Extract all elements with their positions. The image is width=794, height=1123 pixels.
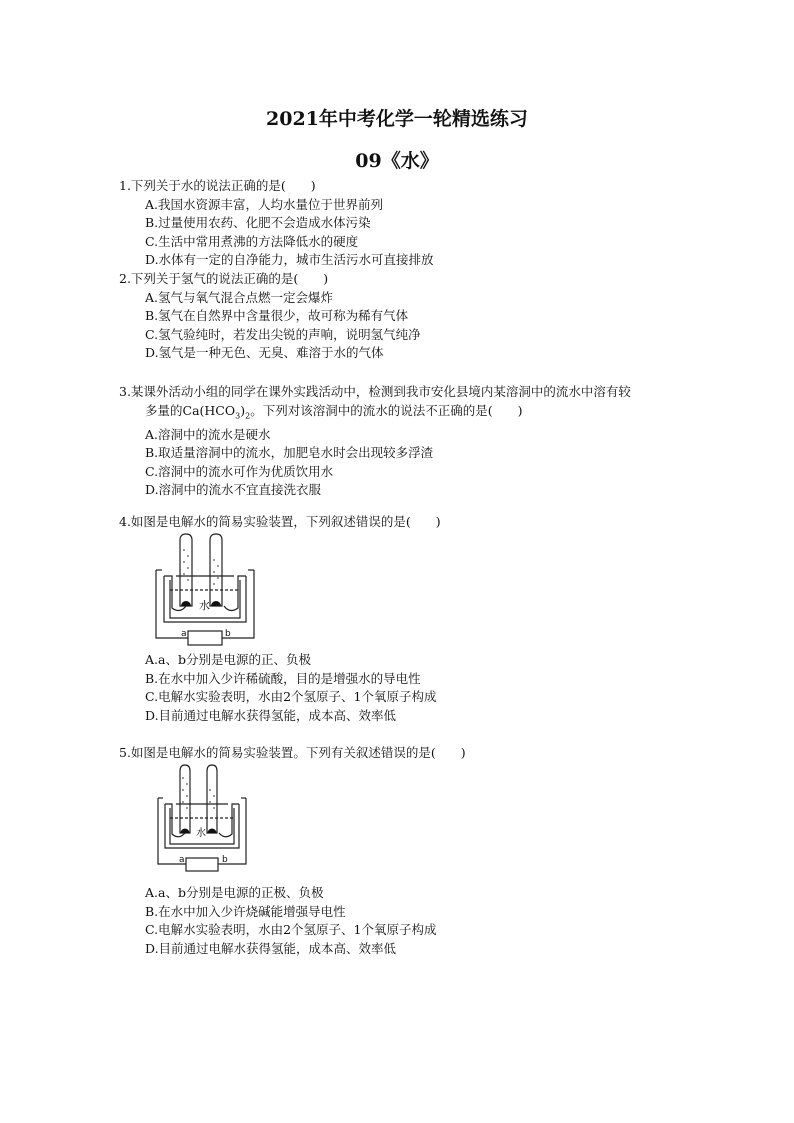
stem-text: 。下列对该溶洞中的流水的说法不正确的是( ) — [250, 402, 523, 418]
question-stem-continued — [119, 402, 631, 426]
terminal-b-label: b — [225, 629, 231, 639]
option-a: A.a、b分别是电源的正、负极 — [145, 652, 311, 667]
question-stem: 1.下列关于水的说法正确的是( ) — [119, 178, 316, 193]
option-d: D.水体有一定的自净能力，城市生活污水可直接排放 — [145, 252, 434, 267]
option-d: D.溶洞中的流水不宜直接洗衣服 — [145, 482, 322, 497]
option-a: A.氢气与氧气混合点燃一定会爆炸 — [145, 289, 334, 305]
question-5 — [119, 744, 466, 763]
question-5-options — [119, 884, 437, 958]
water-label: 水 — [196, 828, 206, 839]
question-4 — [119, 513, 441, 532]
terminal-a-label: a — [179, 855, 185, 865]
option-c: C.生活中常用煮沸的方法降低水的硬度 — [145, 233, 359, 249]
option-b: B.在水中加入少许稀硫酸，目的是增强水的导电性 — [145, 670, 421, 686]
question-3 — [119, 383, 631, 500]
subscript: 3 — [235, 411, 241, 420]
option-c: C.电解水实验表明，水由2个氢原子、1个氧原子构成 — [145, 922, 437, 937]
option-d: D.氢气是一种无色、无臭、难溶于水的气体 — [145, 345, 384, 360]
question-stem: 3.某课外活动小组的同学在课外实践活动中，检测到我市安化县境内某溶洞中的流水中溶有较 — [119, 384, 631, 399]
question-1 — [119, 177, 434, 270]
option-a: A.溶洞中的流水是硬水 — [145, 426, 271, 442]
option-b: B.过量使用农药、化肥不会造成水体污染 — [145, 215, 371, 230]
question-stem: 5.如图是电解水的简易实验装置。下列有关叙述错误的是( ) — [119, 745, 466, 760]
option-d: D.目前通过电解水获得氢能，成本高、效率低 — [145, 940, 397, 956]
page-title: 2021年中考化学一轮精选练习 — [266, 108, 528, 130]
electrolysis-apparatus-figure — [152, 762, 252, 877]
option-b: B.在水中加入少许烧碱能增强导电性 — [145, 903, 346, 919]
terminal-a-label: a — [181, 629, 187, 639]
option-a: A.我国水资源丰富，人均水量位于世界前列 — [145, 196, 384, 212]
option-a: A.a、b分别是电源的正极、负极 — [145, 885, 324, 900]
option-c: C.氢气验纯时，若发出尖锐的声响，说明氢气纯净 — [145, 326, 421, 342]
question-stem: 4.如图是电解水的简易实验装置，下列叙述错误的是( ) — [119, 514, 441, 529]
water-label: 水 — [199, 599, 210, 612]
subscript: 2 — [245, 411, 251, 420]
option-d: D.目前通过电解水获得氢能，成本高、效率低 — [145, 707, 397, 723]
option-b: B.取适量溶洞中的流水，加肥皂水时会出现较多浮渣 — [145, 445, 434, 460]
option-c: C.电解水实验表明，水由2个氢原子、1个氧原子构成 — [145, 689, 437, 704]
question-4-options — [119, 651, 437, 725]
stem-text: ) — [240, 402, 246, 418]
electrolysis-apparatus-figure — [150, 530, 260, 650]
question-stem: 2.下列关于氢气的说法正确的是( ) — [119, 271, 329, 286]
page-subtitle: 09《水》 — [355, 150, 439, 172]
question-2 — [119, 270, 421, 363]
stem-text: 多量的Ca(HCO — [145, 402, 236, 418]
option-b: B.氢气在自然界中含量很少，故可称为稀有气体 — [145, 308, 409, 323]
terminal-b-label: b — [222, 855, 228, 865]
option-c: C.溶洞中的流水可作为优质饮用水 — [145, 463, 334, 479]
